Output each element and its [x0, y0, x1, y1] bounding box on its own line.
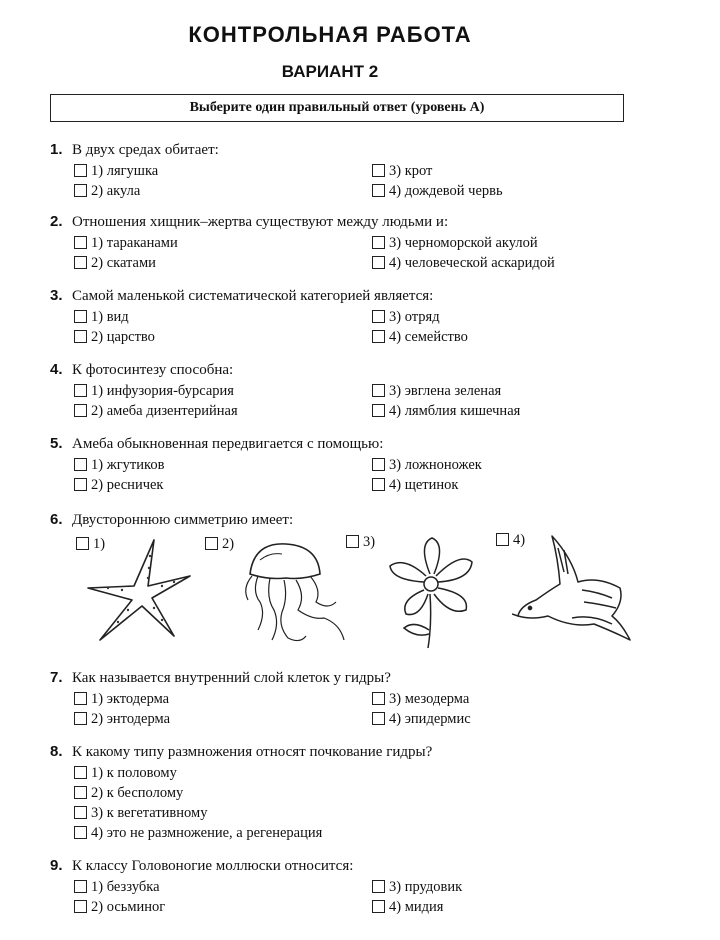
checkbox[interactable]: [74, 404, 87, 417]
option-4[interactable]: 4) мидия: [372, 898, 443, 916]
checkbox[interactable]: [372, 712, 385, 725]
option-2[interactable]: 2) скатами: [74, 254, 156, 272]
checkbox[interactable]: [74, 184, 87, 197]
option-4[interactable]: 4) щетинок: [372, 476, 458, 494]
starfish-icon: [82, 536, 202, 646]
question-number: 8.: [50, 743, 63, 760]
option-2[interactable]: 2) к бесполому: [74, 784, 183, 802]
checkbox[interactable]: [372, 236, 385, 249]
checkbox[interactable]: [74, 384, 87, 397]
checkbox[interactable]: [74, 330, 87, 343]
option-1[interactable]: 1) беззубка: [74, 878, 160, 896]
checkbox[interactable]: [74, 712, 87, 725]
question-text: Как называется внутренний слой клеток у гидры?: [72, 670, 391, 686]
option-4[interactable]: 4): [496, 532, 525, 549]
option-3[interactable]: 3) к вегетативному: [74, 804, 207, 822]
option-4[interactable]: 4) это не размножение, а регенерация: [74, 824, 322, 842]
question-text: В двух средах обитает:: [72, 142, 219, 158]
option-3[interactable]: 3) мезодерма: [372, 690, 469, 708]
option-2[interactable]: 2) амеба дизентерийная: [74, 402, 238, 420]
variant-title: ВАРИАНТ 2: [281, 62, 379, 81]
checkbox[interactable]: [74, 880, 87, 893]
question-3: [50, 286, 650, 345]
checkbox[interactable]: [205, 537, 218, 550]
option-1[interactable]: 1) инфузория-бурсария: [74, 382, 234, 400]
question-6: [50, 510, 650, 530]
checkbox[interactable]: [74, 826, 87, 839]
checkbox[interactable]: [74, 786, 87, 799]
option-2[interactable]: 2): [205, 536, 234, 553]
option-3[interactable]: 3): [346, 534, 375, 551]
flower-icon: [380, 534, 480, 650]
bird-icon: [512, 528, 636, 644]
checkbox[interactable]: [372, 184, 385, 197]
question-text: К классу Головоногие моллюски относится:: [72, 858, 354, 874]
option-3[interactable]: 3) отряд: [372, 308, 440, 326]
question-5: [50, 434, 650, 493]
question-1: [50, 140, 650, 199]
checkbox[interactable]: [74, 256, 87, 269]
page-title: КОНТРОЛЬНАЯ РАБОТА: [188, 22, 472, 47]
question-number: 1.: [50, 141, 63, 158]
option-3[interactable]: 3) прудовик: [372, 878, 462, 896]
option-1[interactable]: 1) эктодерма: [74, 690, 169, 708]
option-4[interactable]: 4) семейство: [372, 328, 468, 346]
option-3[interactable]: 3) крот: [372, 162, 432, 180]
checkbox[interactable]: [74, 164, 87, 177]
question-number: 2.: [50, 213, 63, 230]
option-1[interactable]: 1) вид: [74, 308, 129, 326]
option-1[interactable]: 1) к половому: [74, 764, 177, 782]
question-text: К фотосинтезу способна:: [72, 362, 234, 378]
checkbox[interactable]: [372, 478, 385, 491]
option-4[interactable]: 4) эпидермис: [372, 710, 471, 728]
checkbox[interactable]: [372, 880, 385, 893]
question-7: [50, 668, 650, 727]
option-2[interactable]: 2) царство: [74, 328, 155, 346]
question-number: 3.: [50, 287, 63, 304]
checkbox[interactable]: [372, 330, 385, 343]
option-3[interactable]: 3) черноморской акулой: [372, 234, 538, 252]
checkbox[interactable]: [74, 806, 87, 819]
question-number: 7.: [50, 669, 63, 686]
checkbox[interactable]: [372, 458, 385, 471]
checkbox[interactable]: [372, 404, 385, 417]
option-4[interactable]: 4) лямблия кишечная: [372, 402, 520, 420]
option-3[interactable]: 3) эвглена зеленая: [372, 382, 501, 400]
checkbox[interactable]: [74, 458, 87, 471]
checkbox[interactable]: [74, 310, 87, 323]
question-text: Отношения хищник–жертва существуют между людьми и:: [72, 214, 449, 230]
question-number: 4.: [50, 361, 63, 378]
jellyfish-icon: [236, 540, 356, 652]
option-3[interactable]: 3) ложноножек: [372, 456, 482, 474]
checkbox[interactable]: [372, 692, 385, 705]
instruction-box: Выберите один правильный ответ (уровень А): [50, 94, 624, 122]
checkbox[interactable]: [372, 164, 385, 177]
question-text: Самой маленькой систематической категорией является:: [72, 288, 434, 304]
checkbox[interactable]: [74, 478, 87, 491]
option-4[interactable]: 4) дождевой червь: [372, 182, 503, 200]
question-number: 5.: [50, 435, 63, 452]
question-text: К какому типу размножения относят почкование гидры?: [72, 744, 433, 760]
checkbox[interactable]: [74, 900, 87, 913]
option-1[interactable]: 1) жгутиков: [74, 456, 164, 474]
checkbox[interactable]: [496, 533, 509, 546]
checkbox[interactable]: [372, 310, 385, 323]
option-2[interactable]: 2) акула: [74, 182, 140, 200]
checkbox[interactable]: [74, 236, 87, 249]
question-number: 6.: [50, 511, 63, 528]
checkbox[interactable]: [74, 692, 87, 705]
checkbox[interactable]: [372, 384, 385, 397]
question-text: Двустороннюю симметрию имеет:: [72, 512, 294, 528]
checkbox[interactable]: [74, 766, 87, 779]
option-2[interactable]: 2) ресничек: [74, 476, 163, 494]
option-2[interactable]: 2) осьминог: [74, 898, 165, 916]
option-1[interactable]: 1) тараканами: [74, 234, 178, 252]
option-1[interactable]: 1) лягушка: [74, 162, 158, 180]
checkbox[interactable]: [372, 900, 385, 913]
option-1[interactable]: 1): [76, 536, 105, 553]
question-2: [50, 212, 650, 271]
option-4[interactable]: 4) человеческой аскаридой: [372, 254, 555, 272]
question-9: [50, 856, 650, 915]
checkbox[interactable]: [372, 256, 385, 269]
question-4: [50, 360, 650, 419]
question-8: [50, 742, 650, 841]
option-2[interactable]: 2) энтодерма: [74, 710, 170, 728]
question-text: Амеба обыкновенная передвигается с помощью:: [72, 436, 384, 452]
question-number: 9.: [50, 857, 63, 874]
